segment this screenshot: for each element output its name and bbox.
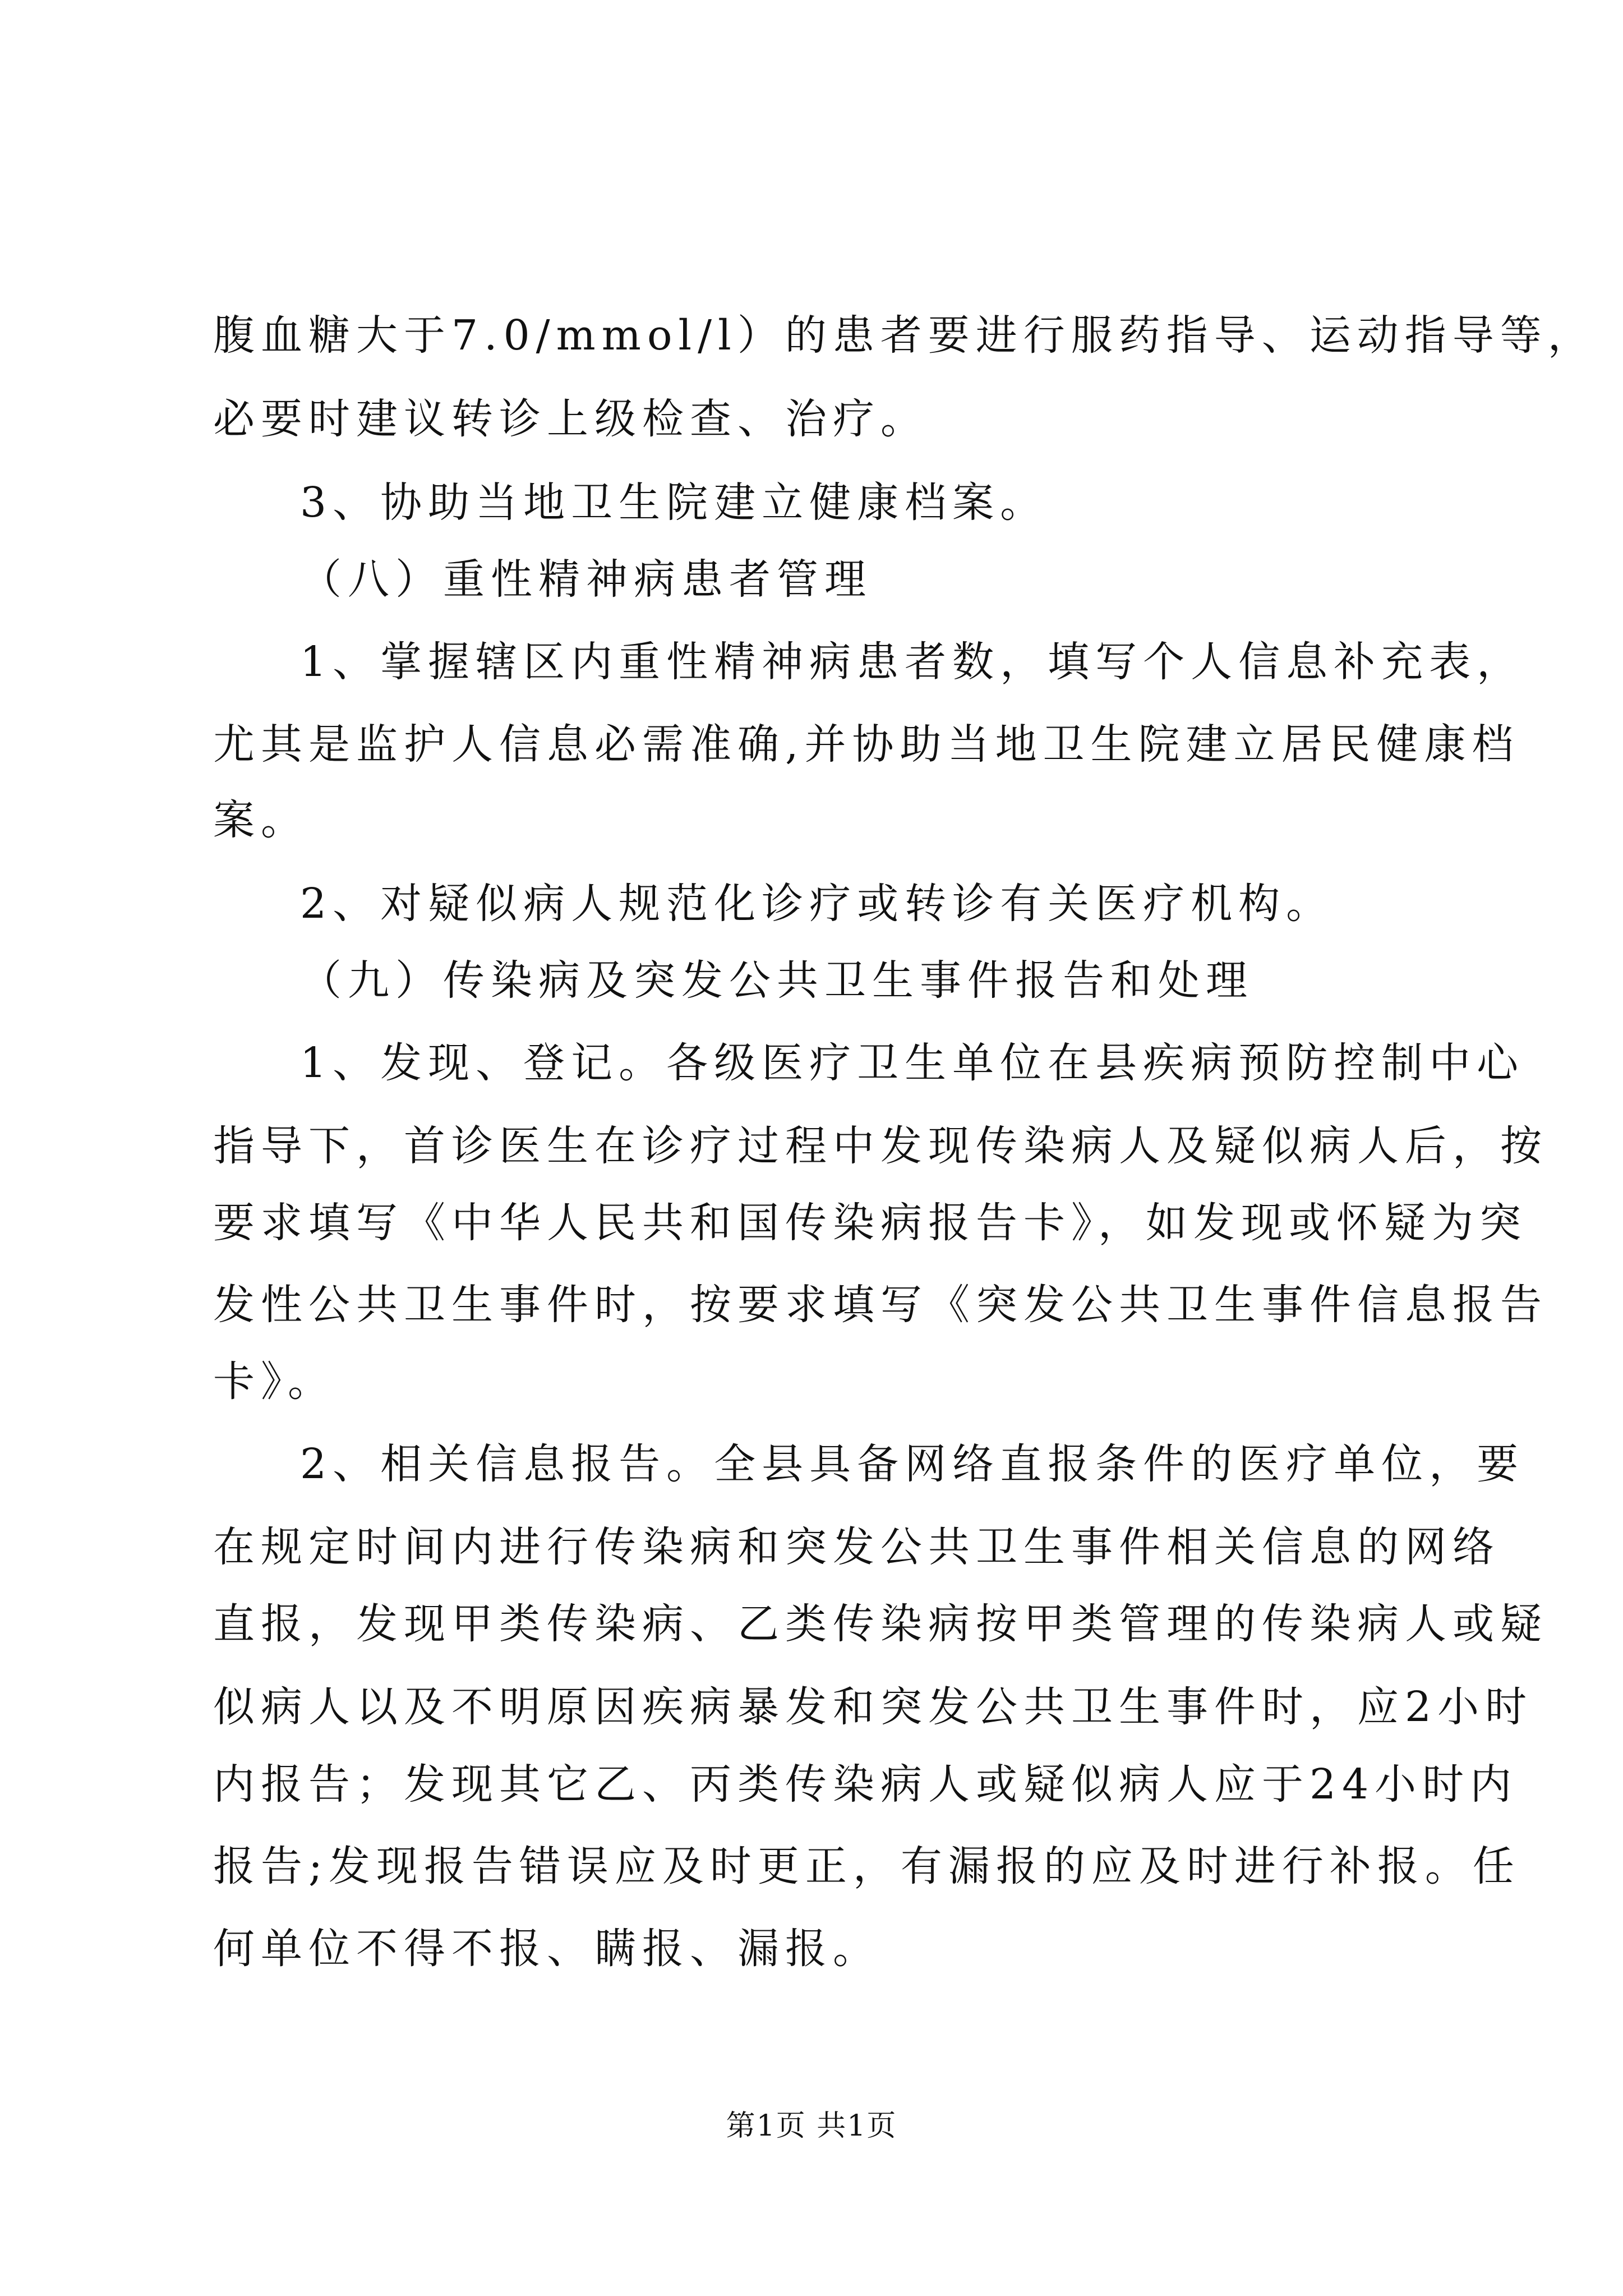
section-heading: （八）重性精神病患者管理 (300, 555, 872, 604)
paragraph-line: 直报，发现甲类传染病、乙类传染病按甲类管理的传染病人或疑 (213, 1600, 1548, 1648)
paragraph-line: 2、对疑似病人规范化诊疗或转诊有关医疗机构。 (300, 880, 1334, 928)
paragraph-line: 何单位不得不报、瞒报、漏报。 (213, 1925, 880, 1973)
paragraph-line: 报告;发现报告错误应及时更正，有漏报的应及时进行补报。任 (213, 1842, 1520, 1890)
paragraph-line: 发性公共卫生事件时，按要求填写《突发公共卫生事件信息报告 (213, 1281, 1548, 1329)
paragraph-line: 1、发现、登记。各级医疗卫生单位在县疾病预防控制中心 (300, 1039, 1525, 1087)
paragraph-line: 2、相关信息报告。全县具备网络直报条件的医疗单位，要 (300, 1440, 1525, 1488)
paragraph-line: 要求填写《中华人民共和国传染病报告卡》，如发现或怀疑为突 (213, 1199, 1527, 1247)
paragraph-line: 卡》。 (213, 1358, 335, 1406)
paragraph-line: 1、掌握辖区内重性精神病患者数，填写个人信息补充表， (300, 638, 1525, 686)
paragraph-line: 3、协助当地卫生院建立健康档案。 (300, 478, 1048, 527)
section-heading: （九）传染病及突发公共卫生事件报告和处理 (300, 956, 1253, 1005)
paragraph-line: 在规定时间内进行传染病和突发公共卫生事件相关信息的网络 (213, 1523, 1500, 1571)
paragraph-line: 内报告；发现其它乙、丙类传染病人或疑似病人应于24小时内 (213, 1760, 1518, 1809)
page-footer: 第1页 共1页 (726, 2109, 897, 2143)
paragraph-line: 腹血糖大于7.0/mmol/l）的患者要进行服药指导、运动指导等， (213, 311, 1596, 360)
paragraph-line: 案。 (213, 796, 308, 844)
paragraph-line: 指导下，首诊医生在诊疗过程中发现传染病人及疑似病人后，按 (213, 1122, 1548, 1170)
paragraph-line: 必要时建议转诊上级检查、治疗。 (213, 395, 928, 443)
paragraph-line: 似病人以及不明原因疾病暴发和突发公共卫生事件时，应2小时 (213, 1683, 1533, 1731)
paragraph-line: 尤其是监护人信息必需准确,并协助当地卫生院建立居民健康档 (213, 720, 1520, 769)
